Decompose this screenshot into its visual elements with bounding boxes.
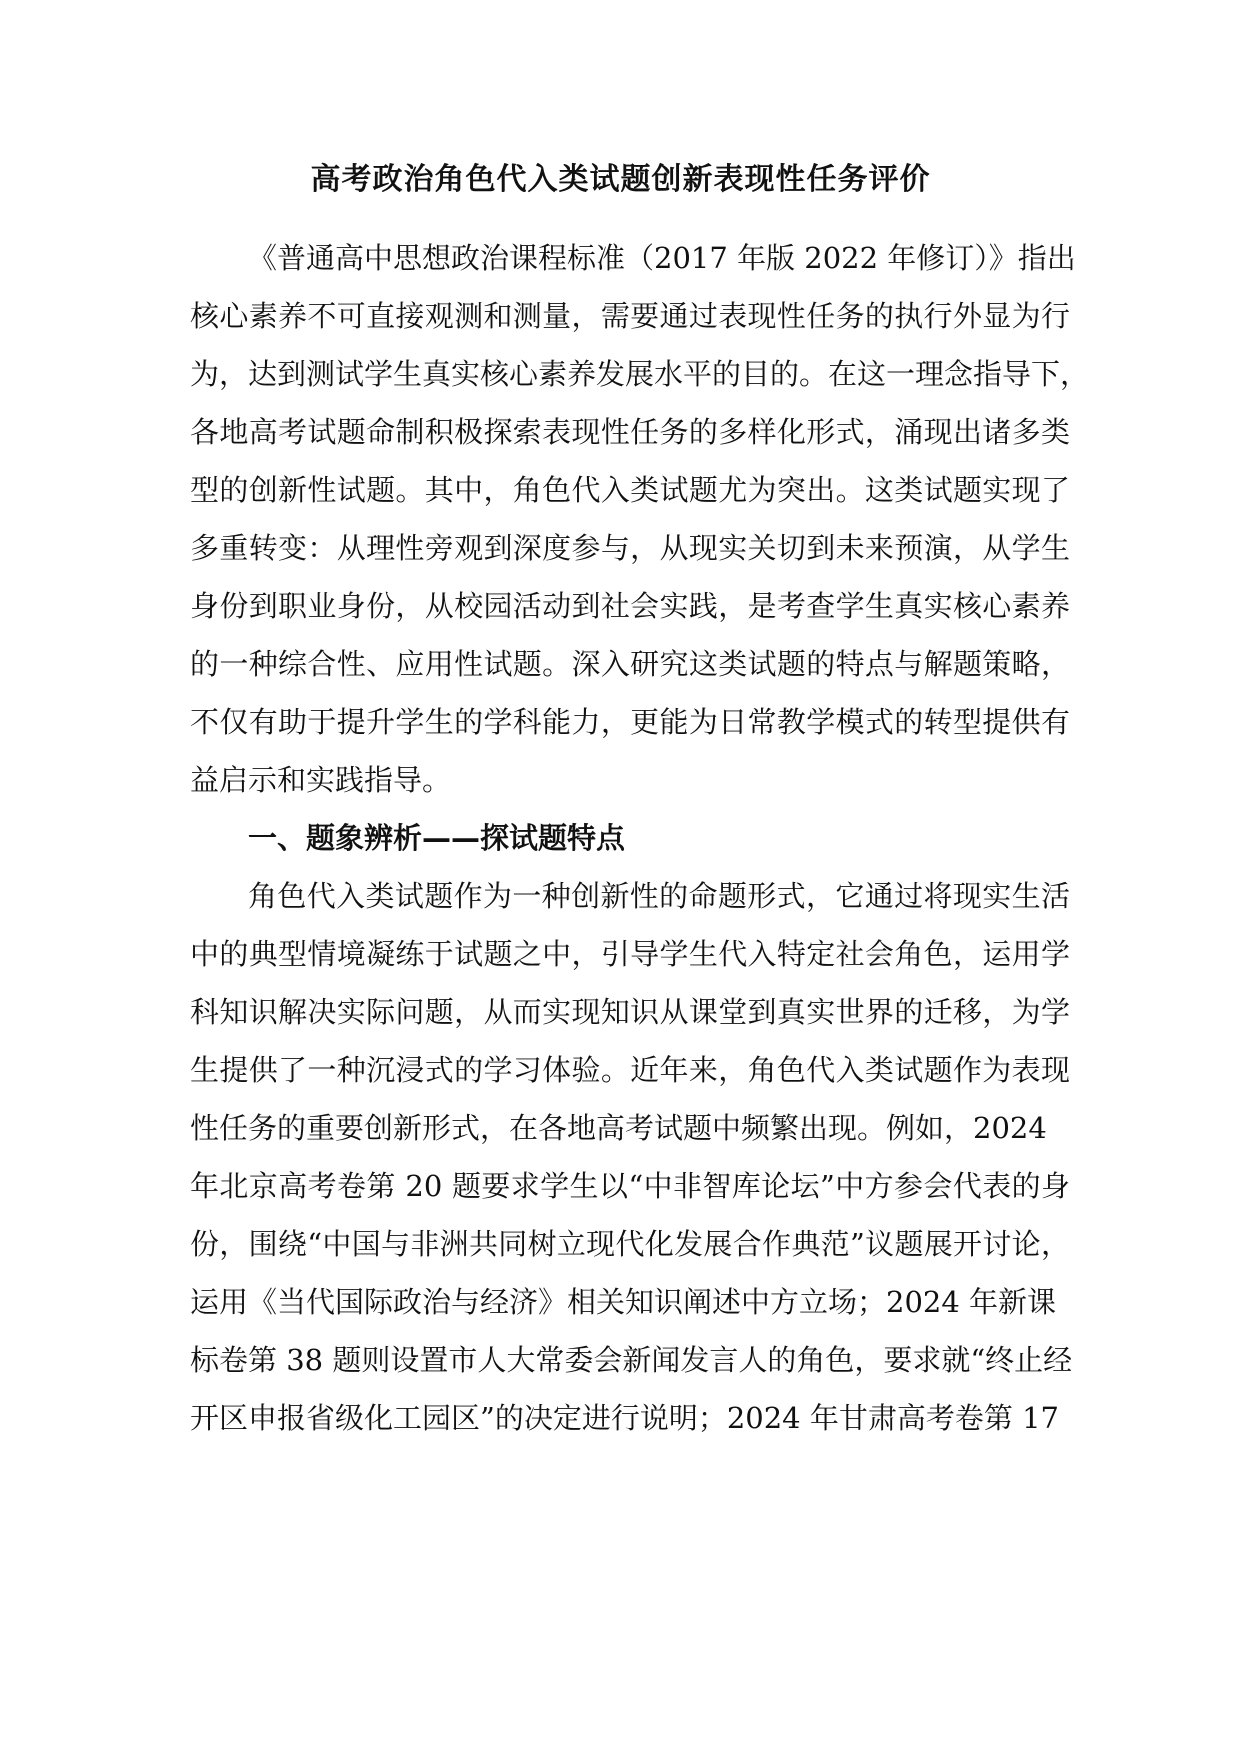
paragraph-line: 运用《当代国际政治与经济》相关知识阐述中方立场；2024 年新课 xyxy=(190,1285,1057,1319)
paragraph-line: 不仅有助于提升学生的学科能力，更能为日常教学模式的转型提供有 xyxy=(190,705,1070,739)
paragraph-line: 性任务的重要创新形式，在各地高考试题中频繁出现。例如，2024 xyxy=(190,1111,1047,1145)
paragraph-line: 角色代入类试题作为一种创新性的命题形式，它通过将现实生活 xyxy=(248,879,1070,913)
paragraph-line: 的一种综合性、应用性试题。深入研究这类试题的特点与解题策略， xyxy=(190,647,1070,681)
paragraph-line: 多重转变：从理性旁观到深度参与，从现实关切到未来预演，从学生 xyxy=(190,531,1070,565)
paragraph-line: 益启示和实践指导。 xyxy=(190,763,452,797)
paragraph-line: 中的典型情境凝练于试题之中，引导学生代入特定社会角色，运用学 xyxy=(190,937,1070,971)
section-heading: 一、题象辨析——探试题特点 xyxy=(248,821,626,855)
paragraph-line: 生提供了一种沉浸式的学习体验。近年来，角色代入类试题作为表现 xyxy=(190,1053,1070,1087)
document-title: 高考政治角色代入类试题创新表现性任务评价 xyxy=(310,162,931,197)
paragraph-line: 身份到职业身份，从校园活动到社会实践，是考查学生真实核心素养 xyxy=(190,589,1070,623)
paragraph-line: 开区申报省级化工园区”的决定进行说明；2024 年甘肃高考卷第 17 xyxy=(190,1401,1059,1435)
paragraph-line: 为，达到测试学生真实核心素养发展水平的目的。在这一理念指导下， xyxy=(190,357,1090,391)
paragraph-line: 核心素养不可直接观测和测量，需要通过表现性任务的执行外显为行 xyxy=(190,299,1070,333)
paragraph-line: 型的创新性试题。其中，角色代入类试题尤为突出。这类试题实现了 xyxy=(190,473,1070,507)
paragraph-line: 标卷第 38 题则设置市人大常委会新闻发言人的角色，要求就“终止经 xyxy=(190,1343,1073,1377)
paragraph-line: 年北京高考卷第 20 题要求学生以“中非智库论坛”中方参会代表的身 xyxy=(190,1169,1070,1203)
paragraph-line: 科知识解决实际问题，从而实现知识从课堂到真实世界的迁移，为学 xyxy=(190,995,1070,1029)
paragraph-line: 《普通高中思想政治课程标准（2017 年版 2022 年修订）》指出 xyxy=(248,241,1076,275)
paragraph-line: 各地高考试题命制积极探索表现性任务的多样化形式，涌现出诸多类 xyxy=(190,415,1070,449)
paragraph-line: 份，围绕“中国与非洲共同树立现代化发展合作典范”议题展开讨论， xyxy=(190,1227,1070,1261)
